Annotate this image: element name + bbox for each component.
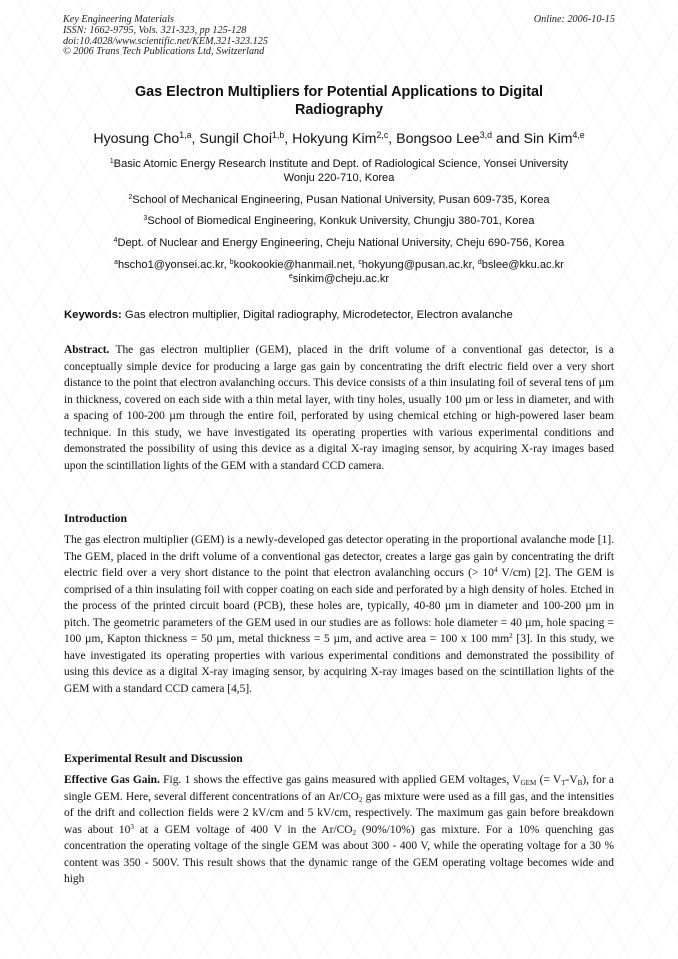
- paper-title: [80, 83, 598, 119]
- email-link[interactable]: hscho1@yonsei.ac.kr,: [117, 259, 230, 271]
- affiliation-sup: 4: [113, 237, 118, 245]
- author-sep: and: [491, 131, 524, 147]
- author-sup: 3,d: [479, 130, 492, 141]
- superscript: 3: [130, 822, 134, 831]
- email-link[interactable]: hokyung@pusan.ac.kr,: [361, 259, 478, 271]
- journal-name: Key Engineering Materials: [63, 14, 174, 25]
- superscript: 2: [509, 632, 513, 641]
- paragraph-text: [3]. In this study, we have investigated its operating properties with various experimental conditions and demonstrated the possibility of using this device as a digital X-ray imaging sensor, by acquiring X-ray images based on the scintillation lights of the GEM with a standard CCD camera [4,5].: [64, 633, 614, 695]
- affiliation-2: [60, 193, 618, 207]
- affiliation-text: School of Mechanical Engineering, Pusan National University, Pusan 609-735, Korea: [132, 194, 550, 206]
- affiliation-text: Basic Atomic Energy Research Institute and Dept. of Radiological Science, Yonsei University: [113, 158, 569, 170]
- abstract-label: Abstract.: [64, 344, 110, 356]
- email-link[interactable]: bslee@kku.ac.kr: [481, 259, 564, 271]
- introduction-paragraph: [64, 532, 614, 697]
- email-sup: b: [229, 259, 234, 267]
- paragraph-text: V/cm) [2]. The GEM is comprised of a thin insulating foil with copper coating on each side and perforated by a high density of holes. Etched in the process of the printed circuit board (PCB), these holes are, typically, 40-80 µm in diameter and 100-200 µm in pitch. The geometric parameters of the GEM used in our studies are as follows: hole diameter = 40 µm, hole spacing = 100 µm, Kapton thickness = 50 µm, metal thickness = 5 µm, and active area = 100 x 100 mm: [64, 567, 615, 645]
- email-sup: d: [477, 259, 482, 267]
- affiliation-3: [60, 214, 618, 228]
- affiliation-1: [60, 157, 618, 186]
- subsection-heading: Effective Gas Gain.: [64, 774, 160, 786]
- author-list: [40, 130, 638, 148]
- paragraph-text: Fig. 1 shows the effective gas gains measured with applied GEM voltages, V: [159, 774, 521, 786]
- affiliation-sup: 1: [109, 158, 114, 166]
- subscript: T: [561, 778, 566, 787]
- section-heading-introduction: Introduction: [64, 512, 127, 525]
- author-sep: ,: [388, 131, 397, 147]
- affiliation-text: Wonju 220-710, Korea: [283, 172, 395, 185]
- author-sup: 2,c: [376, 130, 389, 141]
- issn-line: ISSN: 1662-9795, Vols. 321-323, pp 125-128: [63, 24, 247, 36]
- abstract-text: The gas electron multiplier (GEM), placed in the drift volume of a conventional gas detector, is a conceptually simple device for producing a large gas gain by concentrating the drift electric field over a very short distance to the point that electron avalanching occurs. This device consists of a thin insulating foil of several tens of µm in thickness, covered on each side with a thin metal layer, with tiny holes, usually 100 µm or less in diameter, and with a spacing of 100-200 µm through the entire foil, perforated by using chemical etching or high-powered laser beam technique. In this study, we have investigated its operating properties with various experimental conditions and demonstrated the possibility of using this device as a digital X-ray imaging sensor, by acquiring X-ray images based upon the scintillation lights of the GEM with a standard CCD camera.: [64, 344, 614, 472]
- keywords: [64, 308, 614, 322]
- doi-line[interactable]: doi:10.4028/www.scientific.net/KEM.321-323.125: [63, 35, 268, 47]
- paragraph-text: -V: [565, 774, 578, 786]
- email-link[interactable]: kookookie@hanmail.net,: [233, 259, 359, 271]
- abstract: [64, 342, 614, 474]
- email-sup: e: [288, 273, 293, 281]
- title-line-1: Gas Electron Multipliers for Potential Applications to Digital: [134, 84, 544, 100]
- email-sup: c: [358, 259, 362, 267]
- subscript: B: [577, 778, 583, 787]
- affiliation-4: [60, 236, 618, 250]
- author-sup: 1,b: [271, 130, 285, 141]
- author-sep: ,: [284, 131, 293, 147]
- affiliation-sup: 3: [143, 215, 148, 223]
- paragraph-text: The gas electron multiplier (GEM) is a newly-developed gas detector operating in the proportional avalanche mode [1]. The GEM, placed in the drift volume of a conventional gas detector, creates a large gas gain by concentrating the drift electric field over a very short distance to the point that electron avalanching occurs (> 10: [64, 534, 614, 579]
- author-sep: ,: [191, 131, 200, 147]
- paragraph-text: gas mixture were used as a fill gas, and the intensities of the drift and collection fields were 2 kV/cm and 5 kV/cm, respectively. The maximum gas gain before breakdown was about 10: [64, 790, 614, 836]
- email-list: [60, 258, 618, 287]
- keywords-text: Gas electron multiplier, Digital radiography, Microdetector, Electron avalanche: [121, 309, 513, 321]
- email-link[interactable]: sinkim@cheju.ac.kr: [292, 273, 390, 286]
- author-name: Bongsoo Lee: [396, 131, 480, 147]
- subscript: 2: [358, 795, 363, 804]
- email-sup: a: [114, 259, 118, 267]
- author-name: Sin Kim: [523, 131, 573, 147]
- author-name: Hyosung Cho: [93, 131, 180, 147]
- results-paragraph: [64, 772, 614, 888]
- paragraph-text: ), for a single GEM. Here, several different concentrations of an Ar/CO: [64, 774, 614, 803]
- section-heading-results: Experimental Result and Discussion: [64, 752, 243, 765]
- subscript: 2: [352, 828, 357, 837]
- author-name: Hokyung Kim: [292, 131, 377, 147]
- affiliation-text: School of Biomedical Engineering, Konkuk University, Chungju 380-701, Korea: [147, 215, 535, 227]
- affiliation-sup: 2: [128, 194, 133, 202]
- author-sup: 4,e: [572, 130, 585, 141]
- author-sup: 1,a: [179, 130, 192, 141]
- subscript: GEM: [520, 778, 537, 787]
- journal-header: [63, 15, 268, 58]
- copyright-line: © 2006 Trans Tech Publications Ltd, Switzerland: [63, 46, 265, 58]
- paragraph-text: (90%/10%) gas mixture. For a 10% quenching gas concentration the operating voltage of the single GEM was about 300 - 400 V, while the operating voltage for a 30 % content was 350 - 500V. This result shows that the dynamic range of the GEM operating voltage becomes wide and high: [64, 823, 614, 885]
- superscript: 4: [493, 566, 498, 575]
- online-date: Online: 2006-10-15: [533, 14, 615, 25]
- paragraph-text: (= V: [536, 774, 562, 786]
- author-name: Sungil Choi: [199, 131, 272, 147]
- affiliation-text: Dept. of Nuclear and Energy Engineering, Cheju National University, Cheju 690-756, Korea: [117, 237, 565, 249]
- keywords-label: Keywords:: [64, 309, 122, 321]
- title-line-2: Radiography: [295, 102, 383, 118]
- paragraph-text: at a GEM voltage of 400 V in the Ar/CO: [133, 823, 353, 836]
